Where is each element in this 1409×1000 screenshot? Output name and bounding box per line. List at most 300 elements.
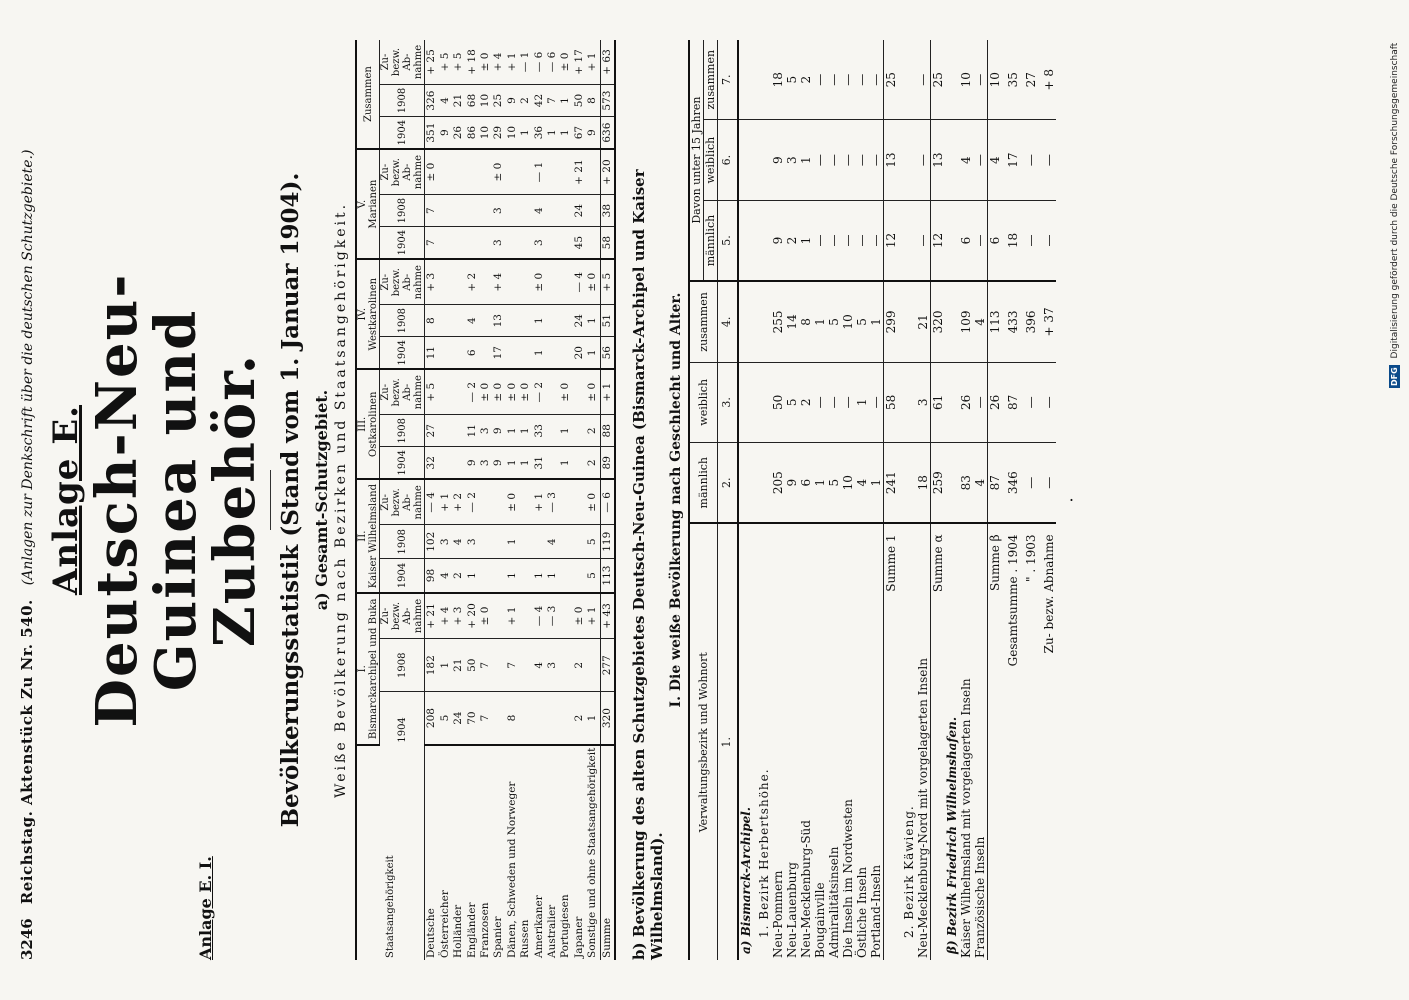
cell: 1 <box>519 415 532 447</box>
cell <box>519 692 532 745</box>
cell <box>452 227 465 260</box>
cell: 67 <box>573 117 586 150</box>
header-1908: 1908 <box>380 195 425 227</box>
cell: + 5 <box>452 40 465 85</box>
cell: ± 0 <box>492 149 505 195</box>
cell: 24 <box>452 692 465 745</box>
cell: 396 <box>1020 281 1038 362</box>
cell: — <box>1038 443 1056 524</box>
cell <box>519 638 532 692</box>
cell: 27 <box>425 415 439 447</box>
page-subtitle: Bevölkerungsstatistik (Stand vom 1. Januar 1904). <box>277 172 305 828</box>
cell: — <box>855 200 869 281</box>
header-group <box>356 259 380 369</box>
cell: — <box>813 40 827 120</box>
cell: + 4 <box>439 593 452 639</box>
table-sex-age <box>688 40 1056 960</box>
cell: 18 <box>1002 200 1020 281</box>
row-label: Spanier <box>492 916 505 958</box>
row-label: Kaiser Wilhelmsland mit vorgelagerten Inseln <box>959 678 974 958</box>
cell: — 6 <box>600 479 615 525</box>
header-davon-maennlich: männlich <box>704 200 718 281</box>
cell: 5 <box>827 281 841 362</box>
cell <box>573 559 586 593</box>
cell: + 5 <box>600 259 615 305</box>
table-row <box>466 40 479 960</box>
cell <box>546 447 559 480</box>
cell: 12 <box>931 200 946 281</box>
cell: 1 <box>813 281 827 362</box>
cell: ± 0 <box>586 479 600 525</box>
cell: + 20 <box>600 149 615 195</box>
cell: 25 <box>884 40 899 120</box>
cell: 2 <box>573 692 586 745</box>
row-label: Portland-Inseln <box>869 864 884 958</box>
table-nationality <box>355 40 616 960</box>
group-number: I. <box>357 665 369 673</box>
group-number: IV. <box>357 307 369 321</box>
cell: 9 <box>785 443 799 524</box>
cell: 4 <box>533 638 546 692</box>
cell <box>945 40 959 120</box>
cell <box>439 195 452 227</box>
cell: 5 <box>785 40 799 120</box>
running-header <box>18 40 36 960</box>
cell <box>439 259 452 305</box>
cell: 2 <box>785 200 799 281</box>
cell: ± 0 <box>492 369 505 415</box>
cell: 4 <box>973 281 988 362</box>
cell <box>519 305 532 337</box>
cell <box>898 281 916 362</box>
table-row <box>813 40 827 960</box>
cell: 205 <box>771 443 785 524</box>
cell: — 1 <box>519 40 532 85</box>
row-label: Summe β <box>988 523 1003 960</box>
cell: 113 <box>988 281 1003 362</box>
cell: 26 <box>988 362 1003 442</box>
cell: 3 <box>439 525 452 559</box>
table-row <box>738 40 753 960</box>
cell <box>533 525 546 559</box>
cell: + 1 <box>586 40 600 85</box>
cell: 21 <box>452 638 465 692</box>
cell: 12 <box>884 200 899 281</box>
cell: + 21 <box>573 149 586 195</box>
cell <box>439 149 452 195</box>
cell <box>506 305 519 337</box>
cell: 259 <box>931 443 946 524</box>
cell: ± 0 <box>479 369 492 415</box>
cell <box>945 362 959 442</box>
cell: 5 <box>586 525 600 559</box>
cell <box>479 479 492 525</box>
table-row <box>916 40 931 960</box>
cell: 1 <box>533 559 546 593</box>
cell: — 3 <box>546 479 559 525</box>
cell: — <box>827 120 841 200</box>
cell <box>753 200 771 281</box>
cell: ± 0 <box>559 369 572 415</box>
cell: 18 <box>916 443 931 524</box>
cell: 21 <box>452 85 465 117</box>
header-change: Zu- bezw. Ab- nahme <box>380 149 425 195</box>
cell <box>753 362 771 442</box>
cell: + 1 <box>600 369 615 415</box>
cell: — <box>827 40 841 120</box>
cell <box>559 638 572 692</box>
cell: + 4 <box>492 259 505 305</box>
cell: 2 <box>519 85 532 117</box>
cell: ± 0 <box>533 259 546 305</box>
row-label: Gesamtsumme . 1904 <box>1006 534 1021 667</box>
cell <box>559 479 572 525</box>
cell <box>519 337 532 370</box>
footer-dot: · <box>1062 497 1082 503</box>
cell: 9 <box>771 120 785 200</box>
cell <box>559 692 572 745</box>
cell: — <box>841 362 855 442</box>
divider <box>270 470 271 530</box>
cell: ± 0 <box>479 40 492 85</box>
cell <box>586 638 600 692</box>
cell: 13 <box>931 120 946 200</box>
cell <box>546 692 559 745</box>
header-1908: 1908 <box>380 525 425 559</box>
cell <box>492 638 505 692</box>
cell <box>559 195 572 227</box>
header-change: Zu- bezw. Ab- nahme <box>380 259 425 305</box>
cell: 2 <box>799 362 813 442</box>
cell: 17 <box>492 337 505 370</box>
header-1904: 1904 <box>380 227 425 260</box>
cell: 1 <box>813 443 827 524</box>
journal-subtitle: (Anlagen zur Denkschrift über die deutschen Schutzgebiete.) <box>20 149 36 586</box>
header-1908: 1908 <box>380 85 425 117</box>
cell: 35 <box>1002 40 1020 120</box>
cell: 573 <box>600 85 615 117</box>
cell: — 2 <box>466 479 479 525</box>
cell: — <box>841 120 855 200</box>
cell <box>559 337 572 370</box>
cell <box>586 149 600 195</box>
cell: 1 <box>559 85 572 117</box>
row-label: Summe <box>600 745 615 960</box>
header-1908: 1908 <box>380 415 425 447</box>
cell <box>898 40 916 120</box>
cell: 9 <box>492 447 505 480</box>
row-label: β) Bezirk Friedrich Wilhelmshafen. <box>945 716 960 954</box>
cell <box>753 281 771 362</box>
table-row <box>1038 40 1056 960</box>
cell: 3 <box>533 227 546 260</box>
row-label: Franzosen <box>479 902 492 958</box>
table-row <box>506 40 519 960</box>
cell <box>898 362 916 442</box>
cell: 3 <box>785 120 799 200</box>
cell: 1 <box>466 559 479 593</box>
cell: ± 0 <box>479 593 492 639</box>
cell: 88 <box>600 415 615 447</box>
cell: — <box>1020 200 1038 281</box>
cell: — <box>827 200 841 281</box>
table-row <box>945 40 959 960</box>
row-label: Russen <box>519 919 532 958</box>
cell: 18 <box>771 40 785 120</box>
cell: 11 <box>466 415 479 447</box>
table-row <box>855 40 869 960</box>
column-number: 5. <box>718 200 739 281</box>
cell: ± 0 <box>559 40 572 85</box>
cell: 1 <box>559 415 572 447</box>
cell: — <box>869 200 884 281</box>
header-group <box>356 369 380 479</box>
cell: + 1 <box>533 479 546 525</box>
cell: 27 <box>1020 40 1038 120</box>
cell: 33 <box>533 415 546 447</box>
cell: 83 <box>959 443 973 524</box>
cell <box>546 227 559 260</box>
cell: — <box>841 40 855 120</box>
cell: + 63 <box>600 40 615 85</box>
cell: + 5 <box>425 369 439 415</box>
cell: 50 <box>466 638 479 692</box>
cell <box>559 593 572 639</box>
cell: — 2 <box>466 369 479 415</box>
cell <box>506 149 519 195</box>
cell: 8 <box>586 85 600 117</box>
cell <box>546 149 559 195</box>
cell: 36 <box>533 117 546 150</box>
cell: 4 <box>988 120 1003 200</box>
cell: 45 <box>573 227 586 260</box>
cell: 13 <box>884 120 899 200</box>
cell <box>452 447 465 480</box>
cell: — 4 <box>573 259 586 305</box>
cell: 10 <box>841 443 855 524</box>
cell: 4 <box>533 195 546 227</box>
column-number: 1. <box>718 523 739 960</box>
cell: 9 <box>771 200 785 281</box>
cell <box>519 559 532 593</box>
cell: 26 <box>452 117 465 150</box>
cell: 119 <box>600 525 615 559</box>
cell: 4 <box>973 443 988 524</box>
cell <box>506 227 519 260</box>
cell: 7 <box>506 638 519 692</box>
cell <box>738 281 753 362</box>
page-number: 3246 <box>18 918 36 960</box>
journal-title: Reichstag. Aktenstück Zu Nr. 540. <box>18 599 36 905</box>
table-row <box>959 40 973 960</box>
row-label: Japaner <box>572 916 585 958</box>
cell <box>466 195 479 227</box>
cell <box>738 120 753 200</box>
group-name: Marianen <box>368 179 380 229</box>
row-label: Östliche Inseln <box>855 866 870 958</box>
cell: 4 <box>959 120 973 200</box>
cell: 4 <box>466 305 479 337</box>
cell: 86 <box>466 117 479 150</box>
row-label: Neu-Mecklenburg-Süd <box>799 820 814 958</box>
cell: 1 <box>799 120 813 200</box>
cell: 5 <box>785 362 799 442</box>
cell: 25 <box>492 85 505 117</box>
cell <box>492 479 505 525</box>
cell <box>546 337 559 370</box>
group-name: Ostkarolinen <box>368 391 380 457</box>
cell: 7 <box>425 195 439 227</box>
header-1904: 1904 <box>380 337 425 370</box>
cell: + 2 <box>466 259 479 305</box>
cell <box>898 120 916 200</box>
cell <box>452 415 465 447</box>
cell: 2 <box>452 559 465 593</box>
cell: 1 <box>519 117 532 150</box>
row-label: Zu- bezw. Abnahme <box>1042 534 1057 654</box>
cell: 9 <box>492 415 505 447</box>
cell: — <box>1038 362 1056 442</box>
column-number: 7. <box>718 40 739 120</box>
cell <box>519 195 532 227</box>
cell: ± 0 <box>425 149 439 195</box>
group-name: Kaiser Wilhelmsland <box>368 483 380 589</box>
cell <box>898 200 916 281</box>
cell: 2 <box>799 40 813 120</box>
cell: 50 <box>573 85 586 117</box>
cell: 255 <box>771 281 785 362</box>
cell: 5 <box>855 281 869 362</box>
cell: — <box>916 120 931 200</box>
cell: 17 <box>1002 120 1020 200</box>
table-row <box>884 40 899 960</box>
cell <box>439 337 452 370</box>
cell: 1 <box>586 337 600 370</box>
header-1904: 1904 <box>380 692 425 745</box>
cell <box>546 259 559 305</box>
cell: 1 <box>559 117 572 150</box>
cell <box>479 305 492 337</box>
cell: + 21 <box>425 593 439 639</box>
section-b-title: b) Bevölkerung des alten Schutzgebietes Deutsch-Neu-Guinea (Bismarck-Archipel und Kaiser Wilhelmsland). <box>630 169 667 960</box>
cell: 10 <box>841 281 855 362</box>
cell: — <box>916 200 931 281</box>
cell: + 37 <box>1038 281 1056 362</box>
header-davon-weiblich: weiblich <box>704 120 718 200</box>
column-number: 3. <box>718 362 739 442</box>
row-label: Holländer <box>452 904 465 958</box>
cell: 56 <box>600 337 615 370</box>
row-label: Portugiesen <box>559 894 572 958</box>
cell: — 2 <box>533 369 546 415</box>
cell: 3 <box>546 638 559 692</box>
cell <box>546 415 559 447</box>
column-number: 4. <box>718 281 739 362</box>
cell <box>452 369 465 415</box>
cell: 20 <box>573 337 586 370</box>
cell: 1 <box>533 305 546 337</box>
cell: 7 <box>425 227 439 260</box>
cell: 6 <box>466 337 479 370</box>
cell <box>559 227 572 260</box>
cell: 2 <box>573 638 586 692</box>
cell <box>738 200 753 281</box>
cell: 14 <box>785 281 799 362</box>
cell: 6 <box>799 443 813 524</box>
cell: 26 <box>959 362 973 442</box>
row-label: Engländer <box>465 902 478 958</box>
cell <box>546 195 559 227</box>
anlage-label: Anlage E. <box>46 404 86 596</box>
cell: 1 <box>546 559 559 593</box>
header-1904: 1904 <box>380 447 425 480</box>
cell: 38 <box>600 195 615 227</box>
table-row <box>586 40 600 960</box>
cell <box>439 447 452 480</box>
cell: 89 <box>600 447 615 480</box>
table-row <box>1002 40 1020 960</box>
cell <box>439 415 452 447</box>
dfg-credit <box>1389 8 1405 388</box>
cell <box>506 337 519 370</box>
cell: — 4 <box>425 479 439 525</box>
table-row <box>973 40 988 960</box>
section-b-subtitle: I. Die weiße Bevölkerung nach Geschlecht und Alter. <box>668 292 685 708</box>
cell: 51 <box>600 305 615 337</box>
cell: 1 <box>533 337 546 370</box>
row-label: Amerikaner <box>532 895 545 958</box>
cell: 2 <box>586 447 600 480</box>
cell: 42 <box>533 85 546 117</box>
cell <box>519 479 532 525</box>
cell <box>753 443 771 524</box>
cell: 32 <box>425 447 439 480</box>
cell <box>573 415 586 447</box>
table-row <box>753 40 771 960</box>
row-label: Australier <box>546 904 559 958</box>
anlage-e1-label: Anlage E. I. <box>196 856 215 960</box>
row-label: " . 1903 <box>1024 534 1039 582</box>
cell: — <box>973 362 988 442</box>
cell <box>753 120 771 200</box>
section-a-subtitle: Weiße Bevölkerung nach Bezirken und Staatsangehörigkeit. <box>333 201 350 799</box>
cell: 4 <box>439 85 452 117</box>
cell: 1 <box>559 447 572 480</box>
cell: + 3 <box>452 593 465 639</box>
table-row <box>439 40 452 960</box>
cell: 29 <box>492 117 505 150</box>
cell: + 1 <box>506 40 519 85</box>
cell: 433 <box>1002 281 1020 362</box>
cell: 10 <box>479 117 492 150</box>
table-row <box>425 40 439 960</box>
cell: + 1 <box>506 593 519 639</box>
table-row <box>931 40 946 960</box>
cell: ± 0 <box>573 593 586 639</box>
cell: 1 <box>855 362 869 442</box>
cell: — 4 <box>533 593 546 639</box>
cell: ± 0 <box>506 479 519 525</box>
cell <box>519 259 532 305</box>
table-row <box>600 40 615 960</box>
cell: 58 <box>600 227 615 260</box>
cell <box>738 40 753 120</box>
page-title: Deutsch-Neu-Guinea und Zubehör. <box>84 272 268 728</box>
cell: 3 <box>492 195 505 227</box>
cell: 11 <box>425 337 439 370</box>
header-davon-zusammen: zusammen <box>704 40 718 120</box>
cell: 320 <box>600 692 615 745</box>
